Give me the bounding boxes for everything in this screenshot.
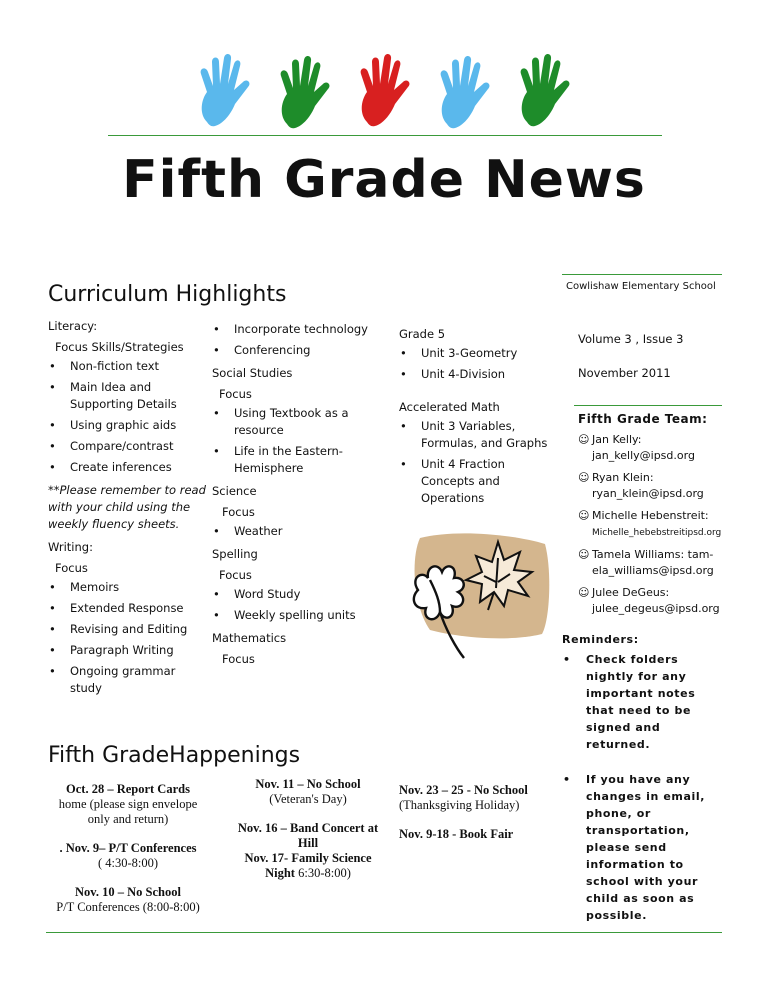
smiley-icon: ☺ bbox=[578, 586, 590, 599]
team-member: ☺ Tamela Williams: tam- ela_williams@ipsd.org bbox=[578, 548, 714, 577]
event-item: . Nov. 9– P/T Conferences ( 4:30-8:00) bbox=[59, 841, 197, 870]
curriculum-heading: Curriculum Highlights bbox=[48, 282, 287, 307]
mathematics-label: Mathematics bbox=[212, 631, 287, 645]
happenings-col-3 bbox=[399, 783, 549, 842]
list-item: • Unit 3-Geometry bbox=[399, 345, 549, 362]
reminder-item: • Check folders nightly for any important notes that need to be signed and returned. bbox=[562, 651, 722, 753]
hand-2-icon bbox=[281, 56, 330, 128]
list-item: • Memoirs bbox=[48, 579, 206, 596]
sp-focus-label: Focus bbox=[219, 568, 252, 582]
sidebar-rule-team bbox=[574, 405, 722, 406]
smiley-icon: ☺ bbox=[578, 433, 590, 446]
list-item: • Paragraph Writing bbox=[48, 642, 206, 659]
team-list bbox=[578, 432, 738, 623]
list-item: • Incorporate technology bbox=[212, 321, 372, 338]
smiley-icon: ☺ bbox=[578, 509, 590, 522]
event-item: Oct. 28 – Report Cards home (please sign envelope only and return) bbox=[58, 782, 198, 826]
curriculum-col-1 bbox=[48, 316, 206, 701]
smiley-icon: ☺ bbox=[578, 471, 590, 484]
event-item: Nov. 9-18 - Book Fair bbox=[399, 827, 514, 841]
list-item: • Ongoing grammar study bbox=[48, 663, 206, 697]
issue-date: November 2011 bbox=[578, 366, 671, 380]
sidebar-rule-top bbox=[562, 274, 722, 275]
list-item: • Using graphic aids bbox=[48, 417, 206, 434]
event-item: Nov. 23 – 25 - No School (Thanksgiving Holiday) bbox=[399, 783, 528, 812]
school-name: Cowlishaw Elementary School bbox=[566, 281, 716, 292]
list-item: • Unit 4 Fraction Concepts and Operations bbox=[399, 456, 549, 507]
accel-math-label: Accelerated Math bbox=[399, 400, 500, 414]
ss-focus-label: Focus bbox=[219, 387, 252, 401]
reminder-item: • If you have any changes in email, phone, or transportation, please send information to school with your child as soon as possible. bbox=[562, 771, 722, 924]
list-item: • Weekly spelling units bbox=[212, 607, 372, 624]
spelling-label: Spelling bbox=[212, 547, 258, 561]
curriculum-col-2 bbox=[212, 321, 372, 670]
team-member: ☺ Julee DeGeus: julee_degeus@ipsd.org bbox=[578, 586, 720, 615]
list-item: • Create inferences bbox=[48, 459, 206, 476]
team-heading: Fifth Grade Team: bbox=[578, 412, 708, 426]
focus-skills-label: Focus Skills/Strategies bbox=[55, 340, 184, 354]
autumn-leaves-clipart bbox=[400, 530, 552, 665]
list-item: • Main Idea and Supporting Details bbox=[48, 379, 206, 413]
happenings-heading: Fifth GradeHappenings bbox=[48, 743, 301, 768]
happenings-col-1 bbox=[48, 782, 208, 915]
list-item: • Weather bbox=[212, 523, 372, 540]
volume-issue: Volume 3 , Issue 3 bbox=[578, 332, 684, 346]
writing-focus-label: Focus bbox=[55, 561, 88, 575]
team-member: ☺ Jan Kelly: jan_kelly@ipsd.org bbox=[578, 433, 695, 462]
newsletter-title: Fifth Grade News bbox=[122, 150, 646, 210]
list-item: • Revising and Editing bbox=[48, 621, 206, 638]
list-item: • Using Textbook as a resource bbox=[212, 405, 372, 439]
list-item: • Unit 4-Division bbox=[399, 366, 549, 383]
math-focus-label: Focus bbox=[222, 652, 255, 666]
happenings-col-2 bbox=[230, 777, 386, 881]
grade5-label: Grade 5 bbox=[399, 327, 446, 341]
science-label: Science bbox=[212, 484, 257, 498]
footer-rule bbox=[46, 932, 722, 933]
sci-focus-label: Focus bbox=[222, 505, 255, 519]
smiley-icon: ☺ bbox=[578, 548, 590, 561]
list-item: • Non-fiction text bbox=[48, 358, 206, 375]
event-item: Nov. 16 – Band Concert at Hill bbox=[237, 821, 379, 850]
team-member: ☺ Ryan Klein: ryan_klein@ipsd.org bbox=[578, 471, 704, 500]
list-item: • Compare/contrast bbox=[48, 438, 206, 455]
social-studies-label: Social Studies bbox=[212, 366, 293, 380]
hand-4-icon bbox=[441, 56, 490, 128]
list-item: • Unit 3 Variables, Formulas, and Graphs bbox=[399, 418, 549, 452]
event-item: Nov. 17- Family Science Night 6:30-8:00) bbox=[244, 851, 372, 880]
fluency-note: **Please remember to read with your child using the weekly fluency sheets. bbox=[48, 483, 206, 531]
handprints-graphic bbox=[195, 50, 575, 130]
literacy-label: Literacy: bbox=[48, 319, 98, 333]
event-item: Nov. 10 – No School P/T Conferences (8:00-8:00) bbox=[56, 885, 200, 914]
list-item: • Conferencing bbox=[212, 342, 372, 359]
team-member: ☺ Michelle Hebenstreit: Michelle_hebebstreitipsd.org bbox=[578, 509, 722, 538]
event-item: Nov. 11 – No School (Veteran's Day) bbox=[255, 777, 361, 806]
curriculum-col-3 bbox=[399, 324, 549, 511]
writing-label: Writing: bbox=[48, 540, 93, 554]
list-item: • Word Study bbox=[212, 586, 372, 603]
list-item: • Life in the Eastern-Hemisphere bbox=[212, 443, 372, 477]
reminders-heading: Reminders: bbox=[562, 633, 639, 646]
reminders bbox=[562, 631, 722, 928]
hand-1-icon bbox=[201, 54, 250, 126]
hand-5-icon bbox=[521, 54, 570, 126]
header-rule bbox=[108, 135, 662, 136]
list-item: • Extended Response bbox=[48, 600, 206, 617]
hand-3-icon bbox=[361, 54, 410, 126]
